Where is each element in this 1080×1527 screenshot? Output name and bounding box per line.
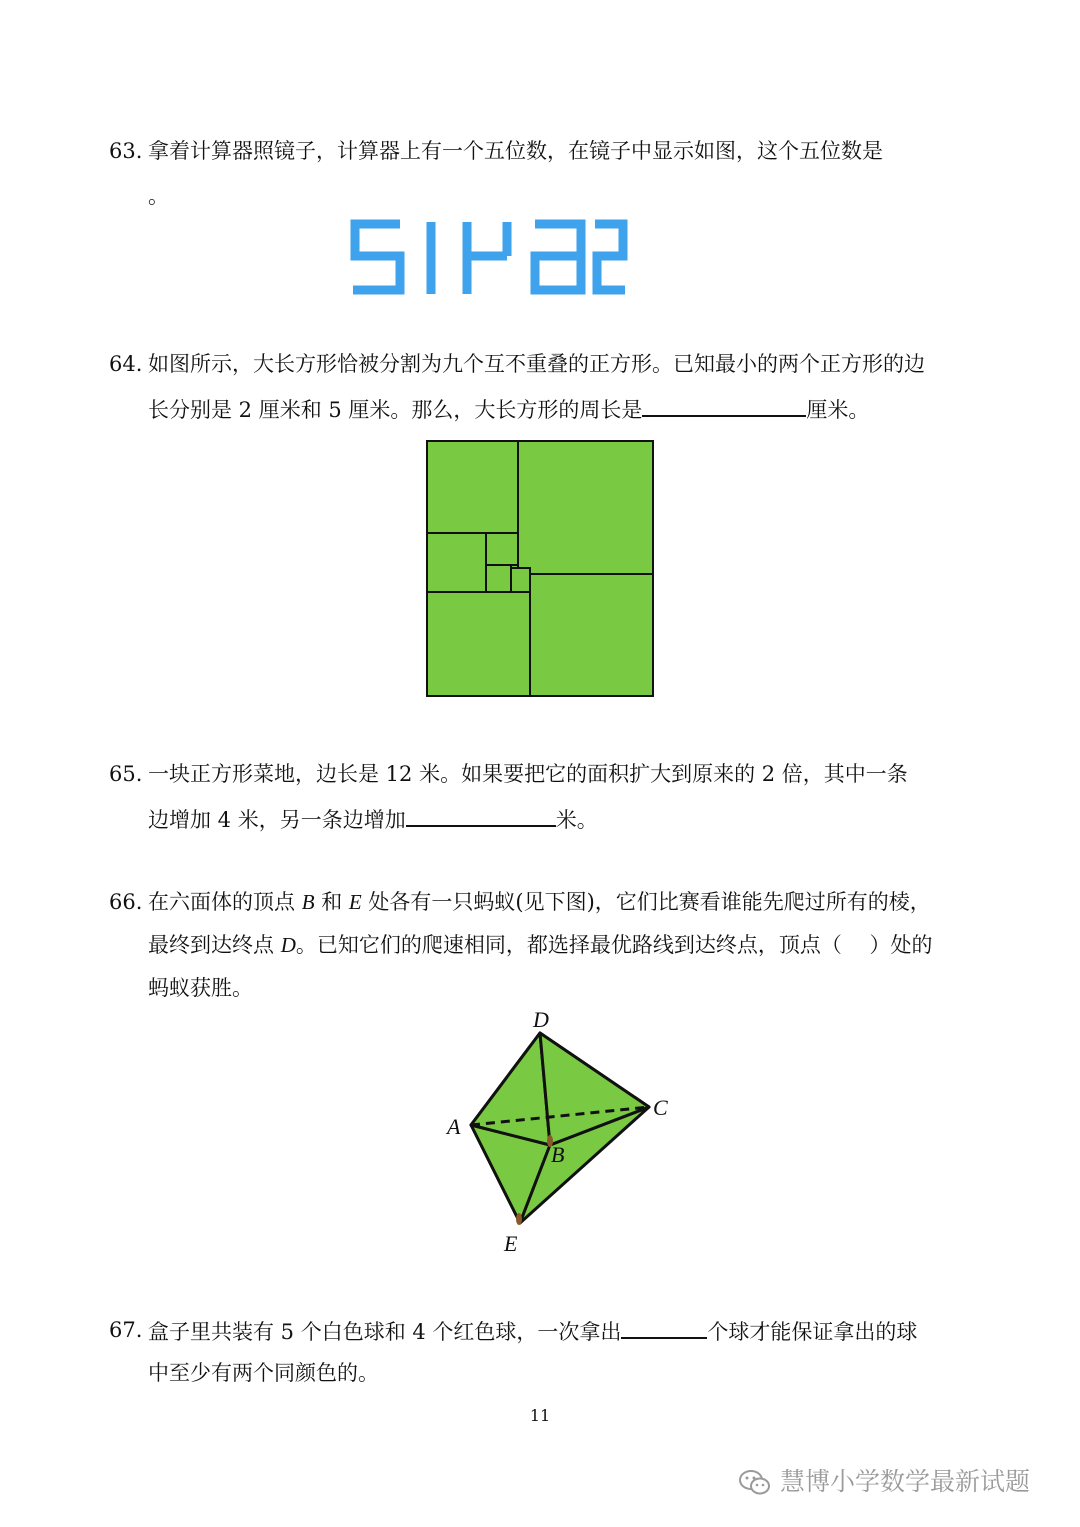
question-65-line2-before: 边增加 4 米，另一条边增加 — [148, 808, 406, 832]
q66-line1-part-c: 处各有一只蚂蚁(见下图)，它们比赛看谁能先爬过所有的棱， — [361, 890, 931, 914]
question-64-line2-before: 长分别是 2 厘米和 5 厘米。那么，大长方形的周长是 — [148, 398, 643, 422]
q66-line1-part-a: 在六面体的顶点 — [148, 890, 302, 914]
wechat-icon — [738, 1469, 772, 1497]
display-char-k — [467, 222, 507, 294]
label-d: D — [533, 1007, 549, 1032]
question-66-text-line2 — [148, 930, 933, 960]
question-64-text-line2 — [148, 393, 869, 425]
question-63-number: 63. — [109, 139, 143, 163]
display-char-2 — [595, 224, 625, 290]
q66-line2-part-b: 。已知它们的爬速相同，都选择最优路线到达终点，顶点（ ）处的 — [295, 933, 933, 957]
face-dab — [471, 1033, 550, 1145]
question-63-text-line2: 。 — [148, 184, 169, 208]
question-66-text-line3: 蚂蚁获胜。 — [148, 976, 253, 1000]
square-top-left — [427, 441, 518, 533]
answer-blank-65[interactable] — [406, 803, 556, 827]
square-small-a — [486, 533, 518, 565]
square-top-right — [518, 441, 653, 574]
q66-vertex-d: D — [280, 933, 296, 957]
question-64-line2-after: 厘米。 — [806, 398, 870, 422]
nine-squares-rectangle-figure — [424, 438, 656, 700]
question-64-number: 64. — [109, 352, 143, 376]
square-small-b — [486, 565, 511, 592]
question-65-text-line1: 一块正方形菜地，边长是 12 米。如果要把它的面积扩大到原来的 2 倍，其中一条 — [148, 762, 908, 786]
mirrored-calculator-display — [345, 218, 630, 298]
ant-at-e-icon — [516, 1213, 522, 1225]
question-65-text-line2 — [148, 803, 598, 835]
label-a: A — [447, 1114, 461, 1139]
display-char-s — [353, 224, 400, 290]
q66-vertex-e: E — [348, 890, 362, 914]
q66-line2-part-a: 最终到达终点 — [148, 933, 281, 957]
watermark-text: 慧博小学数学最新试题 — [779, 1467, 1030, 1496]
question-67-text-line1 — [148, 1315, 917, 1347]
question-66-number: 66. — [109, 890, 143, 914]
watermark — [738, 1462, 1030, 1498]
face-dbc — [540, 1033, 649, 1145]
hexahedron-figure — [440, 1005, 680, 1260]
square-bottom-left — [427, 592, 530, 696]
q66-vertex-b: B — [301, 890, 315, 914]
question-64-text-line1: 如图所示，大长方形恰被分割为九个互不重叠的正方形。已知最小的两个正方形的边 — [148, 352, 925, 376]
question-67-number: 67. — [109, 1318, 143, 1342]
answer-blank-67[interactable] — [621, 1315, 707, 1339]
square-mid-left — [427, 533, 486, 592]
question-67-line1-after: 个球才能保证拿出的球 — [707, 1320, 918, 1344]
label-b: B — [551, 1142, 565, 1167]
display-char-a — [535, 224, 581, 290]
page-number: 11 — [529, 1406, 551, 1425]
question-67-text-line2: 中至少有两个同颜色的。 — [148, 1361, 379, 1385]
answer-blank-64[interactable] — [642, 393, 806, 417]
question-66-text-line1 — [148, 887, 931, 917]
label-e: E — [504, 1231, 518, 1256]
square-smallest — [511, 568, 530, 592]
question-67-line1-before: 盒子里共装有 5 个白色球和 4 个红色球，一次拿出 — [148, 1320, 622, 1344]
question-63-text-line1: 拿着计算器照镜子，计算器上有一个五位数，在镜子中显示如图，这个五位数是 — [148, 139, 883, 163]
square-bottom-right — [530, 574, 653, 696]
q66-line1-part-b: 和 — [314, 890, 349, 914]
label-c: C — [653, 1095, 668, 1120]
question-65-line2-after: 米。 — [555, 808, 598, 832]
question-65-number: 65. — [109, 762, 143, 786]
